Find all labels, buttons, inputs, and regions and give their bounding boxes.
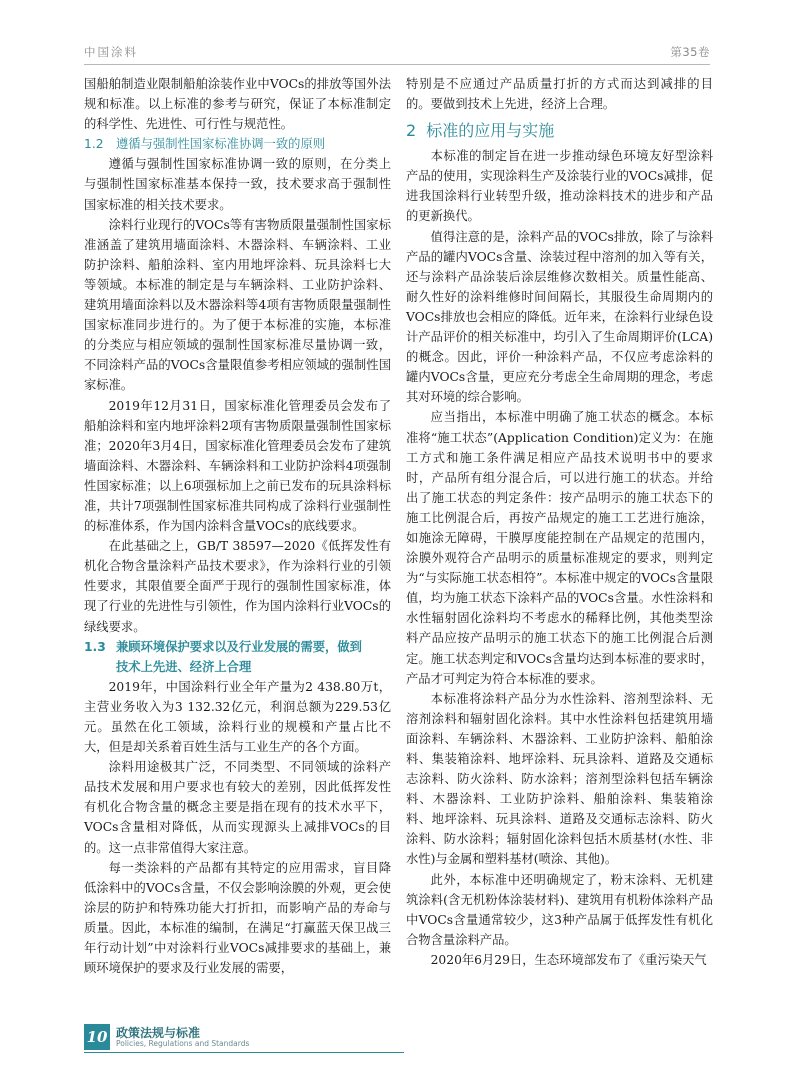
footer-rule xyxy=(84,1052,404,1053)
section-number: 1.3 xyxy=(84,639,106,654)
paragraph: 每一类涂料的产品都有其特定的应用需求，盲目降低涂料中的VOCs含量，不仅会影响涂膜的外观，更会使涂层的防护和特殊功能大打折扣，而影响产品的寿命与质量。因此，本标准的编制，在满足“打赢蓝天保卫战三年行动计划”中对涂料行业VOCs减排要求的基础上，兼顾环境保护的要求及行业发展的需要， xyxy=(84,860,391,976)
paragraph: 2019年，中国涂料行业全年产量为2 438.80万t，主营业务收入为3 132.32亿元，利润总额为229.53亿元。虽然在化工领域，涂料行业的规模和产量占比不大，但是却关系着百姓生活与工业生产的各个方面。 xyxy=(84,679,391,755)
paragraph: 遵循与强制性国家标准协调一致的原则，在分类上与强制性国家标准基本保持一致，技术要求高于强制性国家标准的相关技术要求。 xyxy=(84,157,391,212)
paragraph: 本标准的制定旨在进一步推动绿色环境友好型涂料产品的使用，实现涂料生产及涂装行业的VOCs减排，促进我国涂料行业转型升级，推动涂料技术的进步和产品的更新换代。 xyxy=(406,149,713,224)
section-heading-2 xyxy=(406,120,713,142)
page-number: 10 xyxy=(84,1024,110,1050)
footer-section-subtitle: Policies, Regulations and Standards xyxy=(116,1039,250,1048)
section-title-line2: 技术上先进、经济上合理 xyxy=(116,659,252,674)
section-title-line1: 兼顾环境保护要求以及行业发展的需要，做到 xyxy=(116,639,362,654)
paragraph: 此外，本标准中还明确规定了，粉末涂料、无机建筑涂料(含无机粉体涂装材料)、建筑用有机粉体涂料产品中VOCs含量通常较少，这3种产品属于低挥发性有机化合物含量涂料产品。 xyxy=(406,872,713,947)
right-column xyxy=(406,74,713,970)
volume-label: 第35卷 xyxy=(670,45,710,59)
paragraph: 涂料用途极其广泛，不同类型、不同领域的涂料产品技术发展和用户要求也有较大的差别，因此低挥发性有机化合物含量的概念主要是指在现有的技术水平下，VOCs含量相对降低，从而实现源头上减排VOCs的目的。这一点非常值得大家注意。 xyxy=(84,760,391,855)
page-footer xyxy=(84,1024,404,1052)
journal-name: 中国涂料 xyxy=(84,45,138,59)
running-header xyxy=(84,38,710,65)
paragraph: 特别是不应通过产品质量打折的方式而达到减排的目的。要做到技术上先进，经济上合理。 xyxy=(406,77,713,112)
paragraph: 2020年6月29日，生态环境部发布了《重污染天气 xyxy=(430,952,707,967)
footer-section-title: 政策法规与标准 xyxy=(116,1026,201,1040)
section-heading-1-3 xyxy=(84,637,391,677)
paragraph: 在此基础之上，GB/T 38597—2020《低挥发性有机化合物含量涂料产品技术要求》，作为涂料行业的引领性要求，其限值要全面严于现行的强制性国家标准，体现了行业的先进性与引领性，作为国内涂料行业VOCs的绿线要求。 xyxy=(84,539,391,634)
paragraph: 本标准将涂料产品分为水性涂料、溶剂型涂料、无溶剂涂料和辐射固化涂料。其中水性涂料包括建筑用墙面涂料、车辆涂料、木器涂料、工业防护涂料、船舶涂料、集装箱涂料、地坪涂料、玩具涂料、道路及交通标志涂料、防火涂料、防水涂料；溶剂型涂料包括车辆涂料、木器涂料、工业防护涂料、船舶涂料、集装箱涂料、地坪涂料、玩具涂料、道路及交通标志涂料、防火涂料、防水涂料；辐射固化涂料包括木质基材(水性、非水性)与金属和塑料基材(喷涂、其他)。 xyxy=(406,691,713,867)
section-number: 1.2 xyxy=(84,137,104,152)
section-title: 遵循与强制性国家标准协调一致的原则 xyxy=(116,137,326,152)
paragraph: 应当指出，本标准中明确了施工状态的概念。本标准将“施工状态”(Application Condition)定义为：在施工方式和施工条件满足相应产品技术说明书中的要求时，产品所有组分混合后，可以进行施工的状态。并给出了施工状态的判定条件：按产品明示的施工状态下的施工比例混合后，再按产品规定的施工工艺进行施涂，如施涂无障碍，干膜厚度能控制在产品规定的范围内，涂膜外观符合产品明示的质量标准规定的要求，则判定为“与实际施工状态相符”。本标准中规定的VOCs含量限值，均为施工状态下涂料产品的VOCs含量。水性涂料和水性辐射固化涂料均不考虑水的稀释比例，其他类型涂料产品应按产品明示的施工状态下的施工比例混合后测定。施工状态判定和VOCs含量均达到本标准的要求时，产品才可判定为符合本标准的要求。 xyxy=(406,410,713,686)
section-number: 2 xyxy=(406,121,417,141)
paragraph: 2019年12月31日，国家标准化管理委员会发布了船舶涂料和室内地坪涂料2项有害物质限量强制性国家标准；2020年3月4日，国家标准化管理委员会发布了建筑墙面涂料、木器涂料、车辆涂料和工业防护涂料4项强制性国家标准；以上6项强标加上之前已发布的玩具涂料标准，共计7项强制性国家标准共同构成了涂料行业强制性的标准体系，作为国内涂料含量VOCs的底线要求。 xyxy=(84,398,391,534)
section-heading-1-2 xyxy=(84,134,391,154)
left-column xyxy=(84,74,391,978)
paragraph: 涂料行业现行的VOCs等有害物质限量强制性国家标准涵盖了建筑用墙面涂料、木器涂料、车辆涂料、工业防护涂料、船舶涂料、室内用地坪涂料、玩具涂料七大等领域。本标准的制定是与车辆涂料、工业防护涂料、建筑用墙面涂料以及木器涂料等4项有害物质限量强制性国家标准同步进行的。为了便于本标准的实施，本标准的分类应与相应领域的强制性国家标准尽量协调一致，不同涂料产品的VOCs含量限值参考相应领域的强制性国家标准。 xyxy=(84,217,391,393)
paragraph: 国船舶制造业限制船舶涂装作业中VOCs的排放等国外法规和标准。以上标准的参考与研究，保证了本标准制定的科学性、先进性、可行性与规范性。 xyxy=(84,77,391,132)
paragraph: 值得注意的是，涂料产品的VOCs排放，除了与涂料产品的罐内VOCs含量、涂装过程中溶剂的加入等有关，还与涂料产品涂装后涂层维修次数相关。质量性能高、耐久性好的涂料维修时间间隔长，其服役生命周期内的VOCs排放也会相应的降低。近年来，在涂料行业绿色设计产品评价的相关标准中，均引入了生命周期评价(LCA)的概念。因此，评价一种涂料产品，不仅应考虑涂料的罐内VOCs含量，更应充分考虑全生命周期的理念，考虑其对环境的综合影响。 xyxy=(406,229,713,405)
section-title: 标准的应用与实施 xyxy=(426,121,555,141)
